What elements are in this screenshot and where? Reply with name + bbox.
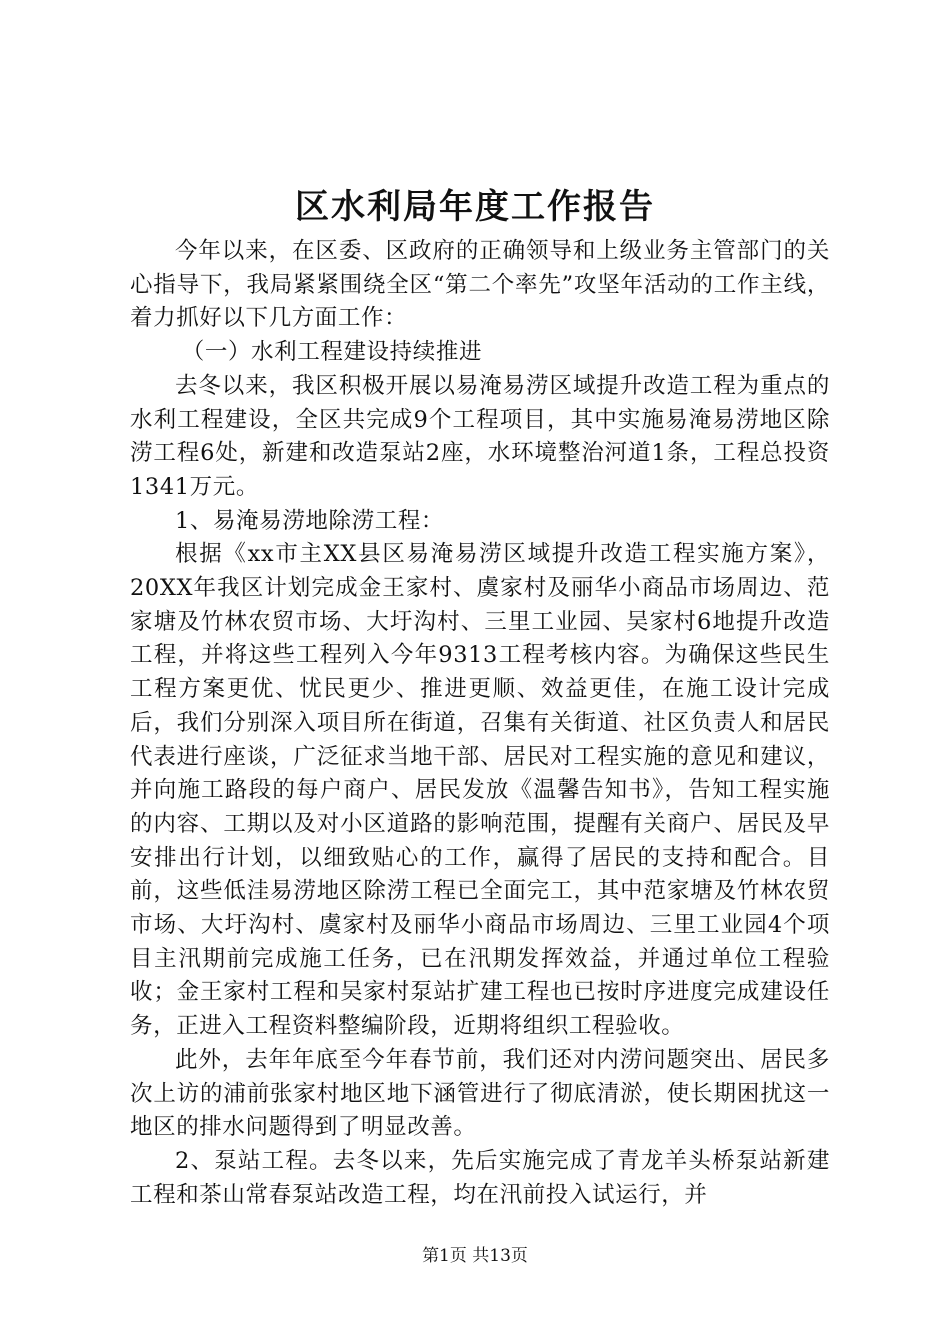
paragraph-pump-station: 2、泵站工程。去冬以来，先后实施完成了青龙羊头桥泵站新建工程和茶山常春泵站改造工程，均在汛前投入试运行，并 bbox=[130, 1147, 830, 1208]
paragraph-intro: 今年以来，在区委、区政府的正确领导和上级业务主管部门的关心指导下，我局紧紧围绕全区“第二个率先”攻坚年活动的工作主线，着力抓好以下几方面工作： bbox=[130, 238, 830, 332]
document-title: 区水利局年度工作报告 bbox=[295, 187, 655, 227]
document-body bbox=[130, 235, 830, 1212]
section-heading-1: （一）水利工程建设持续推进 bbox=[181, 339, 483, 366]
subsection-heading-1: 1、易淹易涝地除涝工程： bbox=[175, 507, 445, 534]
paragraph-additional: 此外，去年年底至今年春节前，我们还对内涝问题突出、居民多次上访的浦前张家村地区地下涵管进行了彻底清淤，使长期困扰这一地区的排水问题得到了明显改善。 bbox=[130, 1046, 830, 1141]
paragraph-drainage-project: 根据《xx市主XX县区易淹易涝区域提升改造工程实施方案》，20XX年我区计划完成金王家村、虞家村及丽华小商品市场周边、范家塘及竹林农贸市场、大圩沟村、三里工业园、吴家村6地提升改造工程，并将这些工程列入今年9313工程考核内容。为确保这些民生工程方案更优、忧民更少、推进更顺、效益更佳，在施工设计完成后，我们分别深入项目所在街道，召集有关街道、社区负责人和居民代表进行座谈，广泛征求当地干部、居民对工程实施的意见和建议，并向施工路段的每户商户、居民发放《温馨告知书》，告知工程实施的内容、工期以及对小区道路的影响范围，提醒有关商户、居民及早安排出行计划，以细致贴心的工作，赢得了居民的支持和配合。目前，这些低洼易涝地区除涝工程已全面完工，其中范家塘及竹林农贸市场、大圩沟村、虞家村及丽华小商品市场周边、三里工业园4个项目主汛期前完成施工任务，已在汛期发挥效益，并通过单位工程验收；金王家村工程和吴家村泵站扩建工程也已按时序进度完成建设任务，正进入工程资料整编阶段，近期将组织工程验收。 bbox=[130, 541, 830, 1040]
page-number-footer: 第1页 共13页 bbox=[422, 1246, 528, 1266]
paragraph-overview: 去冬以来，我区积极开展以易淹易涝区域提升改造工程为重点的水利工程建设，全区共完成9个工程项目，其中实施易淹易涝地区除涝工程6处，新建和改造泵站2座，水环境整治河道1条，工程总投资1341万元。 bbox=[130, 372, 830, 500]
